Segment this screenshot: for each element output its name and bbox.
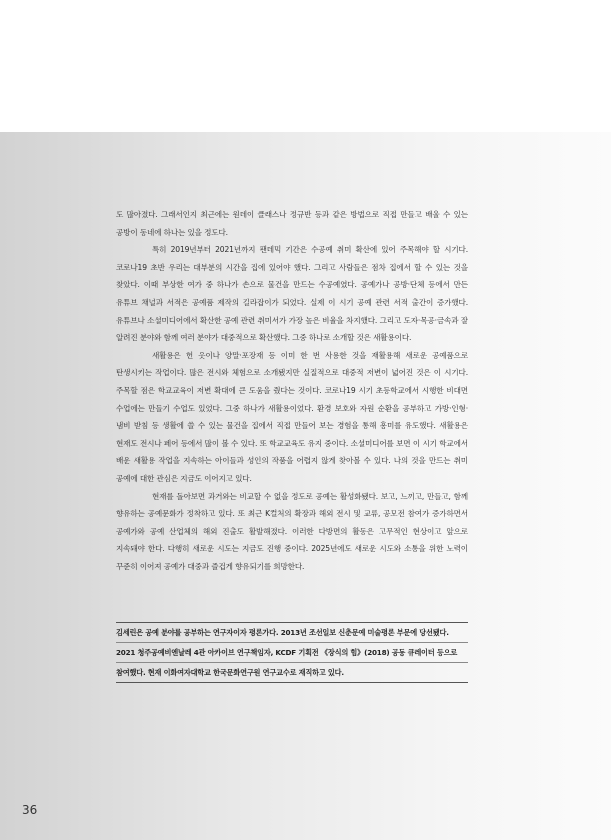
paragraph: 현재를 돌아보면 과거와는 비교할 수 없을 정도로 공예는 활성화됐다. 보고, 느끼고, 만들고, 함께 향유하는 공예문화가 정착하고 있다. 또 최근 K컬처의 확장과 해외 전시 및 교류, 공모전 참여가 증가하면서 공예가와 공예 산업체의 해외 진출도 활발해졌다. 이러한 다방면의 활동은 고무적인 현상이고 앞으로 지속돼야 한다. 다행히 새로운 시도는 지금도 진행 중이다. 2025년에도 새로운 시도와 소통을 위한 노력이 꾸준히 이어져 공예가 대중과 즐겁게 향유되기를 희망한다. [116,491,468,571]
bio-line: 참여했다. 현재 이화여자대학교 한국문화연구원 연구교수로 재직하고 있다. [116,662,468,682]
page-number: 36 [22,803,38,817]
article-body [116,206,468,575]
paragraph: 특히 2019년부터 2021년까지 팬데믹 기간은 수공예 취미 확산에 있어 주목해야 할 시기다. 코로나19 초반 우리는 대부분의 시간을 집에 있어야 했다. 그리고 사람들은 점차 집에서 할 수 있는 것을 찾았다. 이때 부상한 여가 중 하나가 손으로 물건을 만드는 수공예였다. 공예가나 공방·단체 등에서 만든 유튜브 채널과 서적은 공예품 제작의 길라잡이가 되었다. 실제 이 시기 공예 관련 서적 출간이 증가했다. 유튜브나 소셜미디어에서 확산한 공예 관련 취미서가 가장 높은 비율을 차지했다. 그리고 도자·목공·금속과 잘 알려진 분야와 함께 여러 분야가 대중적으로 확산했다. 그중 하나로 소개할 것은 새활용이다. [116,245,468,343]
paragraph: 새활용은 헌 옷이나 양말·포장재 등 이미 한 번 사용한 것을 재활용해 새로운 공예품으로 탄생시키는 작업이다. 많은 전시와 체험으로 소개됐지만 실질적으로 대중적 저변이 넓어진 것은 이 시기다. 주목할 점은 학교교육이 저변 확대에 큰 도움을 줬다는 것이다. 코로나19 시기 초등학교에서 시행한 비대면 수업에는 만들기 수업도 있었다. 그중 하나가 새활용이었다. 환경 보호와 자원 순환을 공부하고 가방·인형·냄비 받침 등 생활에 쓸 수 있는 물건을 집에서 직접 만들어 보는 경험을 통해 흥미를 유도했다. 새활용은 현재도 전시나 페어 등에서 많이 볼 수 있다. 또 학교교육도 유지 중이다. 소셜미디어를 보면 이 시기 학교에서 배운 새활용 작업을 지속하는 아이들과 성인의 작품을 어렵지 않게 찾아볼 수 있다. 나의 것을 만드는 취미 공예에 대한 관심은 지금도 이어지고 있다. [116,350,468,483]
author-bio [116,622,468,683]
bio-line: 김세린은 공예 분야를 공부하는 연구자이자 평론가다. 2013년 조선일보 신춘문예 미술평론 부문에 당선됐다. [116,628,449,637]
bio-line: 2021 청주공예비엔날레 4관 아카이브 연구책임자, KCDF 기획전 《장식의 힘》(2018) 공동 큐레이터 등으로 [116,642,468,662]
paragraph: 도 많아졌다. 그래서인지 최근에는 원데이 클래스나 정규반 등과 같은 방법으로 직접 만들고 배울 수 있는 공방이 동네에 하나는 있을 정도다. [116,210,468,237]
top-margin [0,0,611,132]
